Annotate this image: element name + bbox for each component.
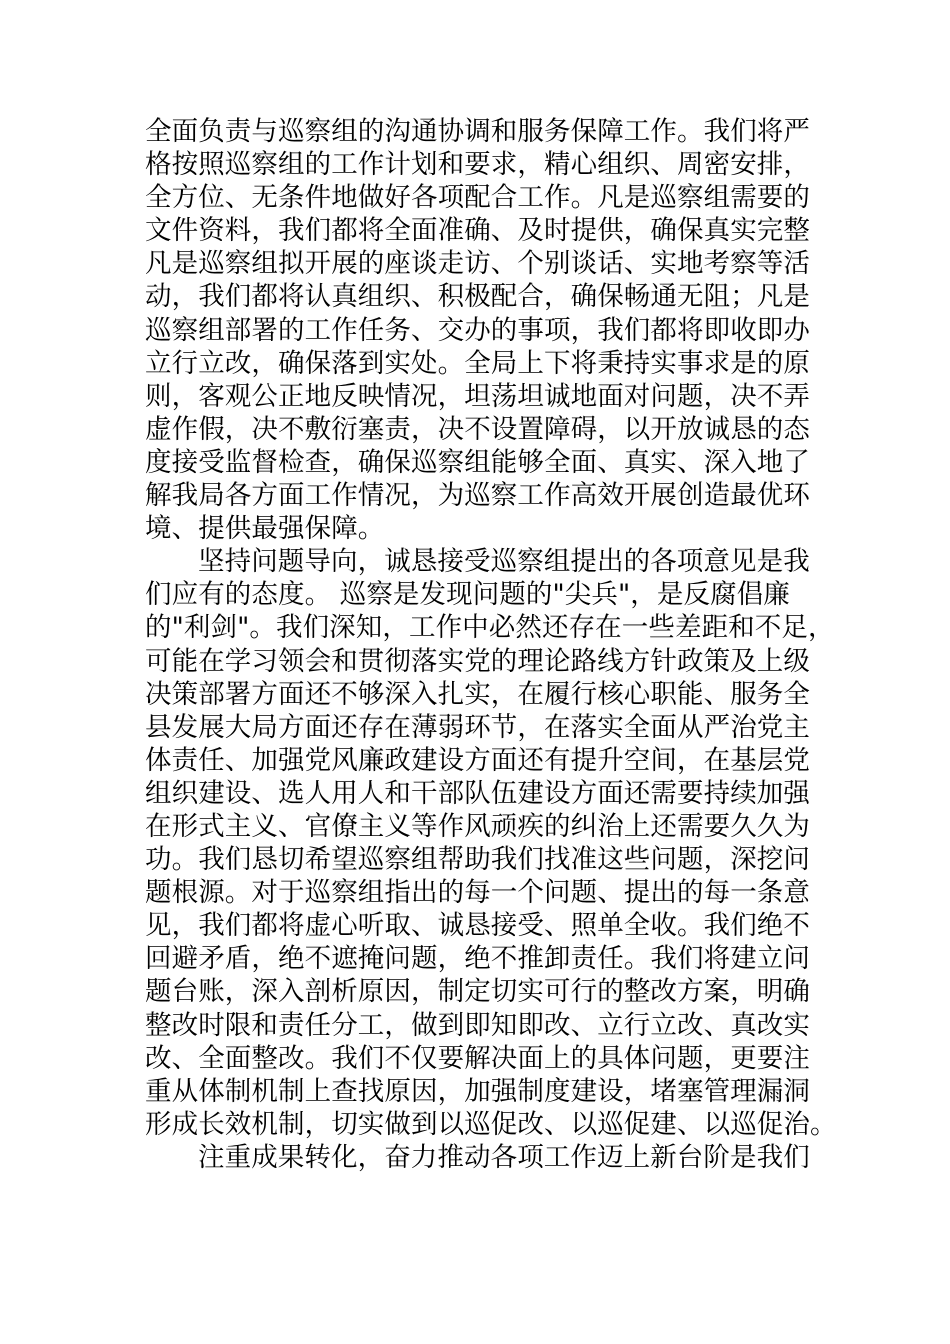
text-line: 境、提供最强保障。 bbox=[145, 513, 385, 545]
text-line: 全面负责与巡察组的沟通协调和服务保障工作。我们将严 bbox=[145, 116, 810, 147]
text-line: 重从体制机制上查找原因，加强制度建设，堵塞管理漏洞 bbox=[145, 1075, 810, 1107]
text-line: 全方位、无条件地做好各项配合工作。凡是巡察组需要的 bbox=[145, 182, 810, 214]
text-line: 改、全面整改。我们不仅要解决面上的具体问题，更要注 bbox=[145, 1042, 810, 1074]
text-line: 解我局各方面工作情况，为巡察工作高效开展创造最优环 bbox=[145, 480, 810, 512]
text-line: 组织建设、选人用人和干部队伍建设方面还需要持续加强 bbox=[145, 777, 810, 809]
text-line: 题台账，深入剖析原因，制定切实可行的整改方案，明确 bbox=[145, 976, 810, 1008]
text-line: 凡是巡察组拟开展的座谈走访、个别谈话、实地考察等活 bbox=[145, 248, 810, 280]
text-line: 立行立改，确保落到实处。全局上下将秉持实事求是的原 bbox=[145, 347, 810, 379]
text-line: 可能在学习领会和贯彻落实党的理论路线方针政策及上级 bbox=[145, 645, 810, 677]
text-line: 们应有的态度。 巡察是发现问题的"尖兵"，是反腐倡廉 bbox=[145, 579, 790, 611]
text-line: 功。我们恳切希望巡察组帮助我们找准这些问题，深挖问 bbox=[145, 844, 810, 876]
text-line: 整改时限和责任分工，做到即知即改、立行立改、真改实 bbox=[145, 1009, 810, 1041]
text-line: 度接受监督检查，确保巡察组能够全面、真实、深入地了 bbox=[145, 446, 810, 478]
text-line: 体责任、加强党风廉政建设方面还有提升空间，在基层党 bbox=[145, 744, 810, 776]
text-line: 则，客观公正地反映情况，坦荡坦诚地面对问题，决不弄 bbox=[145, 380, 810, 412]
text-line: 在形式主义、官僚主义等作风顽疾的纠治上还需要久久为 bbox=[145, 810, 810, 842]
paragraph-start-line: 坚持问题导向，诚恳接受巡察组提出的各项意见是我 bbox=[198, 546, 810, 578]
body-text bbox=[145, 115, 837, 1174]
text-line: 的"利剑"。我们深知，工作中必然还存在一些差距和不足， bbox=[145, 612, 835, 644]
text-line: 题根源。对于巡察组指出的每一个问题、提出的每一条意 bbox=[145, 877, 810, 909]
text-line: 文件资料，我们都将全面准确、及时提供，确保真实完整 bbox=[145, 215, 810, 247]
text-line: 回避矛盾，绝不遮掩问题，绝不推卸责任。我们将建立问 bbox=[145, 943, 810, 975]
text-line: 形成长效机制，切实做到以巡促改、以巡促建、以巡促治。 bbox=[145, 1108, 837, 1140]
text-line: 动，我们都将认真组织、积极配合，确保畅通无阻；凡是 bbox=[145, 281, 810, 313]
text-line: 县发展大局方面还存在薄弱环节，在落实全面从严治党主 bbox=[145, 711, 810, 743]
text-line: 虚作假，决不敷衍塞责，决不设置障碍，以开放诚恳的态 bbox=[145, 413, 810, 445]
text-line: 格按照巡察组的工作计划和要求，精心组织、周密安排， bbox=[145, 149, 810, 181]
text-line: 决策部署方面还不够深入扎实，在履行核心职能、服务全 bbox=[145, 678, 810, 710]
text-line: 巡察组部署的工作任务、交办的事项，我们都将即收即办 bbox=[145, 314, 810, 346]
text-line: 见，我们都将虚心听取、诚恳接受、照单全收。我们绝不 bbox=[145, 910, 810, 942]
paragraph-start-line: 注重成果转化，奋力推动各项工作迈上新台阶是我们 bbox=[198, 1141, 810, 1173]
